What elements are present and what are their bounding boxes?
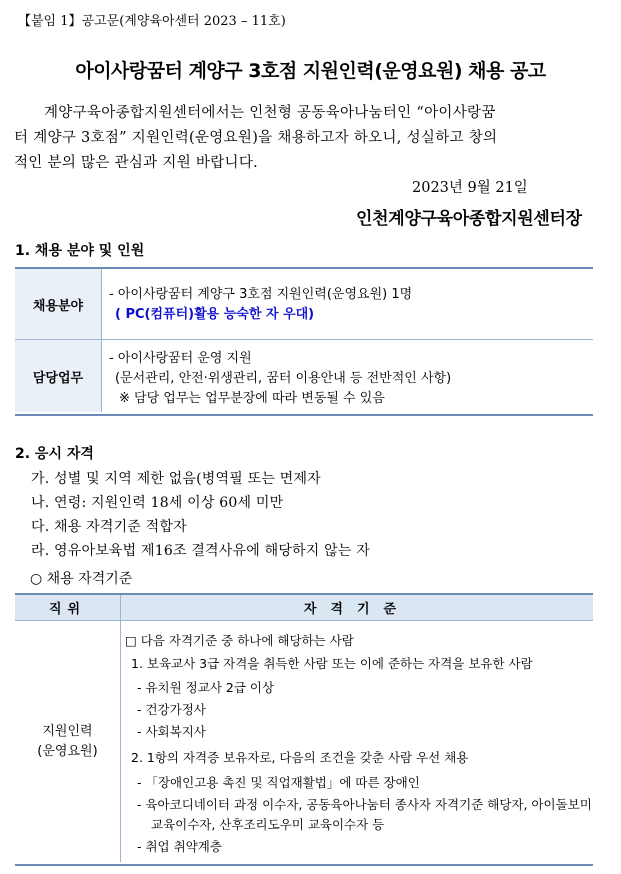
criteria-item-2: 2. 1항의 자격증 보유자로, 다음의 조건을 갖춘 사람 우선 채용 — [131, 750, 469, 765]
requirement-item: 가. 성별 및 지역 제한 없음(병역필 또는 면제자 — [31, 471, 321, 487]
section2-heading: 2. 응시 자격 — [15, 446, 94, 462]
recruitment-table — [15, 267, 593, 416]
duty-detail: (문서관리, 안전·위생관리, 꿈터 이용안내 등 전반적인 사항) — [115, 371, 452, 386]
position-subtitle: (운영요원) — [37, 743, 98, 759]
criteria-intro: □ 다음 자격기준 중 하나에 해당하는 사람 — [125, 633, 354, 648]
row-header-field: 채용분야 — [15, 269, 102, 339]
criteria-subitem: - 사회복지사 — [137, 724, 206, 739]
criteria-item-1: 1. 보육교사 3급 자격을 취득한 사람 또는 이에 준하는 자격을 보유한 사람 — [131, 656, 533, 671]
criteria-table-header — [15, 595, 593, 621]
table-row — [15, 340, 593, 412]
document-date: 2023년 9월 21일 — [412, 180, 528, 196]
position-cell — [15, 621, 121, 862]
position-title: 지원인력 — [42, 723, 93, 739]
criteria-subitem: - 「장애인고용 촉진 및 직업재활법」에 따른 장애인 — [137, 775, 420, 790]
notice-number: 【붙임 1】공고문(계양육아센터 2023 – 11호) — [18, 14, 286, 29]
intro-line-1: 계양구육아종합지원센터에서는 인천형 공동육아나눔터인 “아이사랑꿈 — [44, 105, 496, 121]
criteria-subitem: - 건강가정사 — [137, 702, 206, 717]
requirement-item: 다. 채용 자격기준 적합자 — [31, 519, 187, 535]
field-preference-note: ( PC(컴퓨터)활용 능숙한 자 우대) — [115, 307, 315, 322]
requirement-item: 나. 연령: 지원인력 18세 이상 60세 미만 — [31, 495, 284, 511]
intro-line-3: 적인 분의 많은 관심과 지원 바랍니다. — [14, 155, 259, 171]
document-title: 아이사랑꿈터 계양구 3호점 지원인력(운영요원) 채용 공고 — [75, 60, 546, 82]
duty-note: ※ 담당 업무는 업무분장에 따라 변동될 수 있음 — [119, 391, 385, 406]
table-row — [15, 269, 593, 340]
row-content-field — [109, 285, 412, 325]
criteria-subitem-continued: 교육이수자, 산후조리도우미 교육이수자 등 — [151, 817, 385, 832]
criteria-subheading: ○ 채용 자격기준 — [30, 571, 133, 587]
issuer-name: 인천계양구육아종합지원센터장 — [356, 209, 582, 229]
column-header-criteria: 자격기준 — [303, 602, 411, 617]
criteria-table — [15, 593, 593, 866]
column-header-position: 직위 — [15, 595, 121, 620]
criteria-cell — [121, 621, 593, 862]
section1-heading: 1. 채용 분야 및 인원 — [15, 243, 145, 259]
intro-line-2: 터 계양구 3호점” 지원인력(운영요원)을 채용하고자 하오니, 성실하고 창의 — [14, 130, 498, 146]
row-content-duties — [109, 349, 451, 409]
criteria-subitem: - 취업 취약계층 — [137, 839, 222, 854]
criteria-subitem: - 육아코디네이터 과정 이수자, 공동육아나눔터 종사자 자격기준 해당자, 아이돌보미 — [137, 797, 592, 812]
row-header-duties: 담당업무 — [15, 340, 102, 412]
requirement-item: 라. 영유아보육법 제16조 결격사유에 해당하지 않는 자 — [31, 543, 370, 559]
criteria-subitem: - 유치원 정교사 2급 이상 — [137, 680, 275, 695]
duty-line: - 아이사랑꿈터 운영 지원 — [109, 351, 252, 366]
field-line: - 아이사랑꿈터 계양구 3호점 지원인력(운영요원) 1명 — [109, 287, 413, 302]
